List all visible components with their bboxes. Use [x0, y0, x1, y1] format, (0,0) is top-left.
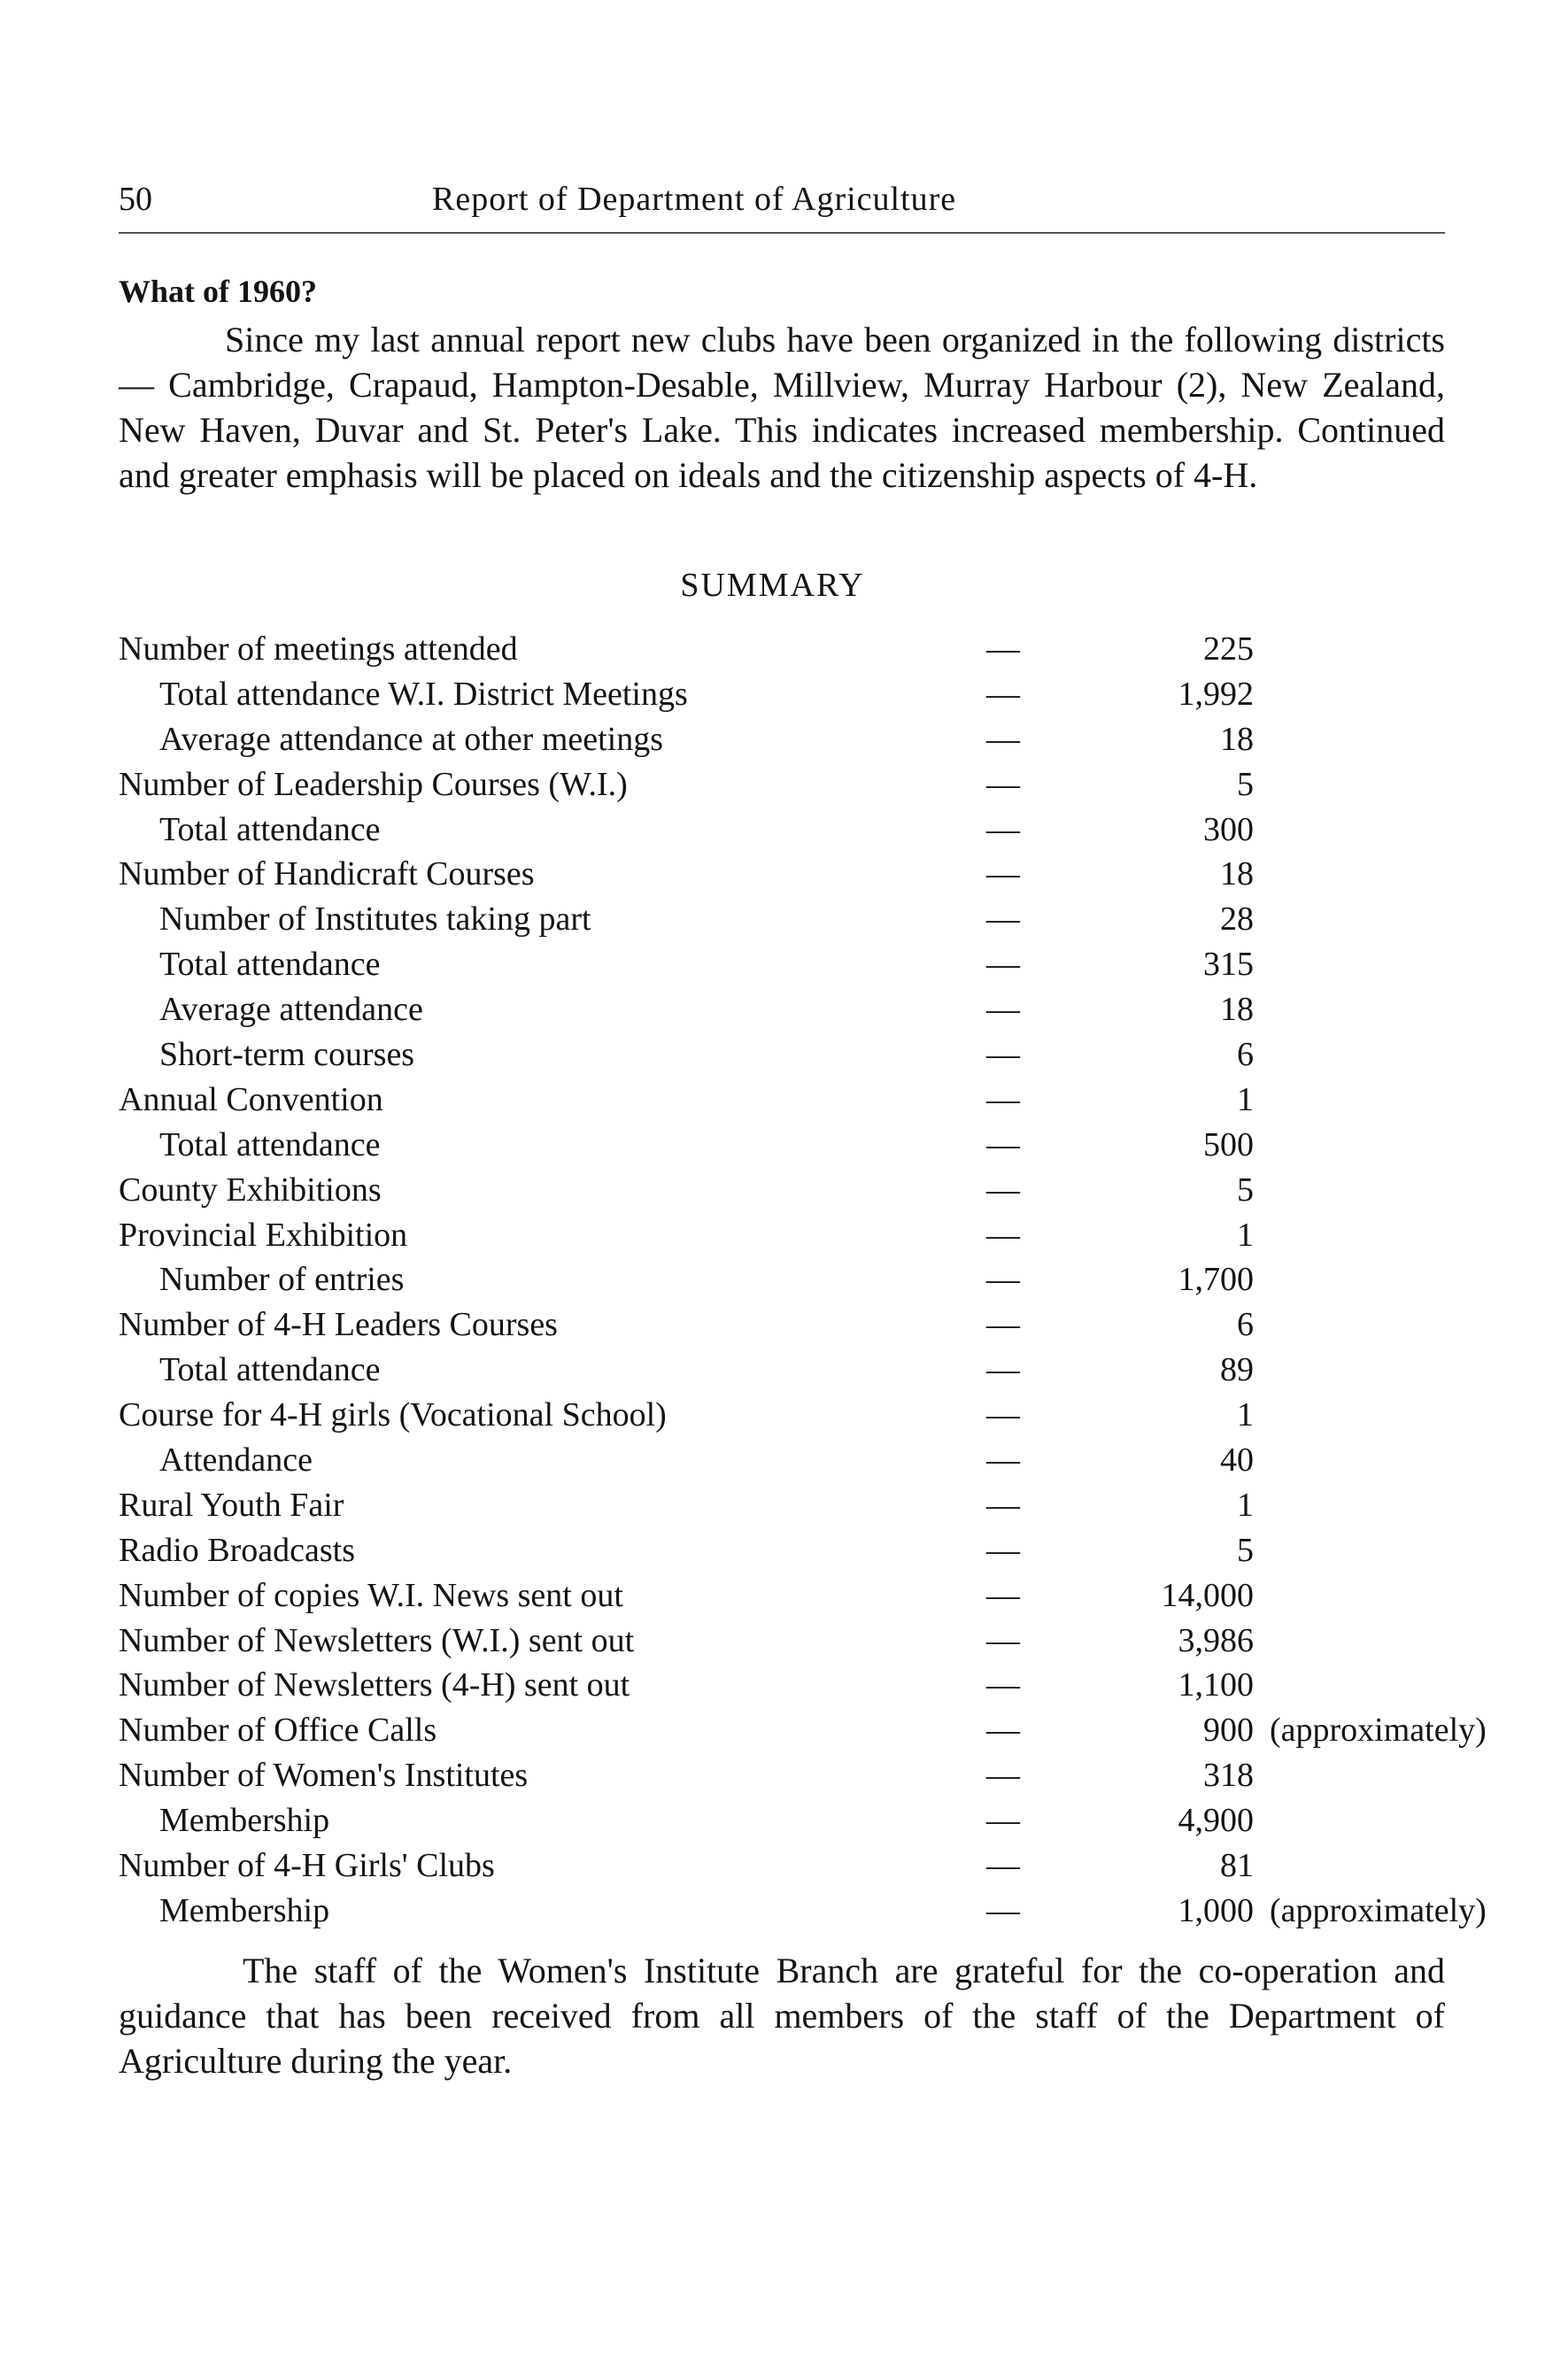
summary-row-dash: —	[986, 675, 1020, 713]
summary-row-dash: —	[986, 991, 1020, 1029]
running-title: Report of Department of Agriculture	[432, 181, 957, 218]
summary-row-dash: —	[986, 1080, 1020, 1118]
summary-row	[119, 672, 1464, 717]
summary-row-label: Number of meetings attended	[119, 630, 518, 668]
summary-row-value: 315	[1203, 946, 1254, 984]
summary-row-label: Membership	[159, 1802, 330, 1840]
summary-row	[119, 1843, 1464, 1889]
summary-row-dash: —	[986, 720, 1020, 758]
summary-row-value: 1	[1237, 1216, 1254, 1254]
summary-row-label: Total attendance	[159, 946, 381, 984]
summary-row-dash: —	[986, 1306, 1020, 1344]
summary-row-label: Radio Broadcasts	[119, 1531, 356, 1569]
summary-row-label: Number of 4-H Leaders Courses	[119, 1306, 558, 1344]
summary-row-dash: —	[986, 1802, 1020, 1840]
summary-row-dash: —	[986, 1847, 1020, 1885]
summary-row-label: Number of Handicraft Courses	[119, 855, 535, 893]
summary-row	[119, 1168, 1464, 1213]
summary-row-label: Average attendance at other meetings	[159, 720, 664, 758]
summary-row-dash: —	[986, 1216, 1020, 1254]
summary-row-value: 4,900	[1178, 1802, 1254, 1840]
summary-row-label: Total attendance	[159, 1125, 381, 1163]
summary-row-dash: —	[986, 1486, 1020, 1524]
summary-row-dash: —	[986, 1576, 1020, 1614]
summary-row	[119, 1753, 1464, 1798]
closing-paragraph: The staff of the Women's Institute Branch are grateful for the co-operation and guidance that has been received from all members of the staff of the Department of Agriculture during the year.	[119, 1951, 1445, 2081]
summary-row-dash: —	[986, 1125, 1020, 1163]
summary-row-dash: —	[986, 1531, 1020, 1569]
summary-row	[119, 1348, 1464, 1393]
summary-row-value: 6	[1237, 1306, 1254, 1344]
summary-row	[119, 1798, 1464, 1843]
summary-row-note: (approximately)	[1270, 1891, 1487, 1929]
summary-row-value: 1	[1237, 1080, 1254, 1118]
summary-row	[119, 1708, 1487, 1753]
summary-row-value: 1,100	[1178, 1666, 1254, 1704]
summary-row-value: 1	[1237, 1396, 1254, 1434]
summary-row-dash: —	[986, 1757, 1020, 1795]
summary-row	[119, 1663, 1464, 1708]
summary-row-dash: —	[986, 1712, 1020, 1750]
summary-row-dash: —	[986, 1036, 1020, 1074]
summary-row-label: Number of copies W.I. News sent out	[119, 1576, 623, 1614]
summary-row-label: Average attendance	[159, 991, 423, 1029]
summary-row-label: Attendance	[159, 1441, 313, 1480]
summary-row	[119, 1032, 1464, 1078]
summary-row-label: Total attendance	[159, 1351, 381, 1389]
summary-row-value: 225	[1203, 630, 1254, 668]
summary-row-value: 5	[1237, 1531, 1254, 1569]
summary-row-dash: —	[986, 946, 1020, 984]
summary-row-dash: —	[986, 1891, 1020, 1929]
summary-row	[119, 808, 1464, 853]
summary-row-value: 1,000	[1178, 1891, 1254, 1929]
summary-row	[119, 987, 1464, 1032]
summary-row-dash: —	[986, 900, 1020, 939]
summary-row-value: 40	[1220, 1441, 1254, 1480]
page-number: 50	[119, 181, 152, 218]
summary-row	[119, 1528, 1464, 1573]
summary-row-label: Rural Youth Fair	[119, 1486, 344, 1524]
summary-row-label: Short-term courses	[159, 1036, 415, 1074]
summary-row-value: 900	[1203, 1712, 1254, 1750]
summary-row-dash: —	[986, 1171, 1020, 1209]
summary-row	[119, 627, 1464, 672]
summary-row-dash: —	[986, 1666, 1020, 1704]
summary-row-dash: —	[986, 1621, 1020, 1659]
summary-row-dash: —	[986, 1396, 1020, 1434]
summary-row-label: Provincial Exhibition	[119, 1216, 408, 1254]
summary-heading: SUMMARY	[680, 567, 865, 604]
summary-row	[119, 1257, 1464, 1302]
summary-row	[119, 762, 1464, 808]
summary-row	[119, 1213, 1464, 1258]
summary-row-dash: —	[986, 1261, 1020, 1299]
summary-row	[119, 1483, 1464, 1528]
summary-row-value: 18	[1220, 720, 1254, 758]
summary-row-value: 1,700	[1178, 1261, 1254, 1299]
summary-row-label: Total attendance W.I. District Meetings	[159, 675, 688, 713]
summary-row-label: Number of entries	[159, 1261, 405, 1299]
summary-row-label: Number of Leadership Courses (W.I.)	[119, 765, 628, 803]
summary-row-label: Number of Newsletters (4-H) sent out	[119, 1666, 630, 1704]
summary-row-label: Number of Office Calls	[119, 1712, 437, 1750]
summary-row-label: Membership	[159, 1891, 330, 1929]
summary-row-value: 14,000	[1161, 1576, 1254, 1614]
summary-row-value: 18	[1220, 855, 1254, 893]
summary-row-value: 1	[1237, 1486, 1254, 1524]
summary-row	[119, 942, 1464, 987]
summary-row-label: Annual Convention	[119, 1080, 383, 1118]
summary-row	[119, 1573, 1464, 1619]
summary-row-dash: —	[986, 1351, 1020, 1389]
summary-row-value: 3,986	[1178, 1621, 1254, 1659]
summary-row	[119, 1619, 1464, 1664]
summary-row-value: 300	[1203, 810, 1254, 848]
summary-row-label: Number of Women's Institutes	[119, 1757, 529, 1795]
summary-row-dash: —	[986, 1441, 1020, 1480]
summary-row-dash: —	[986, 855, 1020, 893]
summary-row-note: (approximately)	[1270, 1712, 1487, 1750]
summary-row-value: 81	[1220, 1847, 1254, 1885]
summary-row-value: 89	[1220, 1351, 1254, 1389]
page-header	[119, 173, 1445, 226]
summary-row-value: 5	[1237, 765, 1254, 803]
summary-row-value: 1,992	[1178, 675, 1254, 713]
summary-row	[119, 1393, 1464, 1438]
header-divider	[119, 232, 1445, 234]
summary-row-value: 28	[1220, 900, 1254, 939]
summary-row-value: 318	[1203, 1757, 1254, 1795]
summary-row	[119, 1302, 1464, 1348]
summary-row-label: Number of Institutes taking part	[159, 900, 591, 939]
intro-paragraph: Since my last annual report new clubs have been organized in the following districts — Cambridge, Crapaud, Hampton-Desable, Millview, Murray Harbour (2), New Zealand, New Haven, Duvar and St. Peter's Lake. This indicates increased membership. Continued and greater emphasis will be placed on ideals and the citizenship aspects of 4-H.	[119, 320, 1445, 495]
summary-row	[119, 1078, 1464, 1123]
summary-row-value: 500	[1203, 1125, 1254, 1163]
summary-row	[119, 897, 1464, 942]
summary-row	[119, 1438, 1464, 1483]
summary-row-dash: —	[986, 810, 1020, 848]
summary-row-value: 6	[1237, 1036, 1254, 1074]
summary-row	[119, 1123, 1464, 1168]
summary-row	[119, 717, 1464, 762]
summary-row-label: Number of 4-H Girls' Clubs	[119, 1847, 495, 1885]
summary-row-label: Number of Newsletters (W.I.) sent out	[119, 1621, 635, 1659]
summary-table	[119, 627, 1487, 1934]
summary-row-dash: —	[986, 630, 1020, 668]
summary-row-label: County Exhibitions	[119, 1171, 382, 1209]
summary-row-label: Course for 4-H girls (Vocational School)	[119, 1396, 667, 1434]
summary-row-value: 5	[1237, 1171, 1254, 1209]
summary-row	[119, 1889, 1487, 1934]
summary-row-value: 18	[1220, 991, 1254, 1029]
summary-row	[119, 852, 1464, 897]
summary-row-dash: —	[986, 765, 1020, 803]
section-heading: What of 1960?	[119, 274, 317, 309]
summary-row-label: Total attendance	[159, 810, 381, 848]
